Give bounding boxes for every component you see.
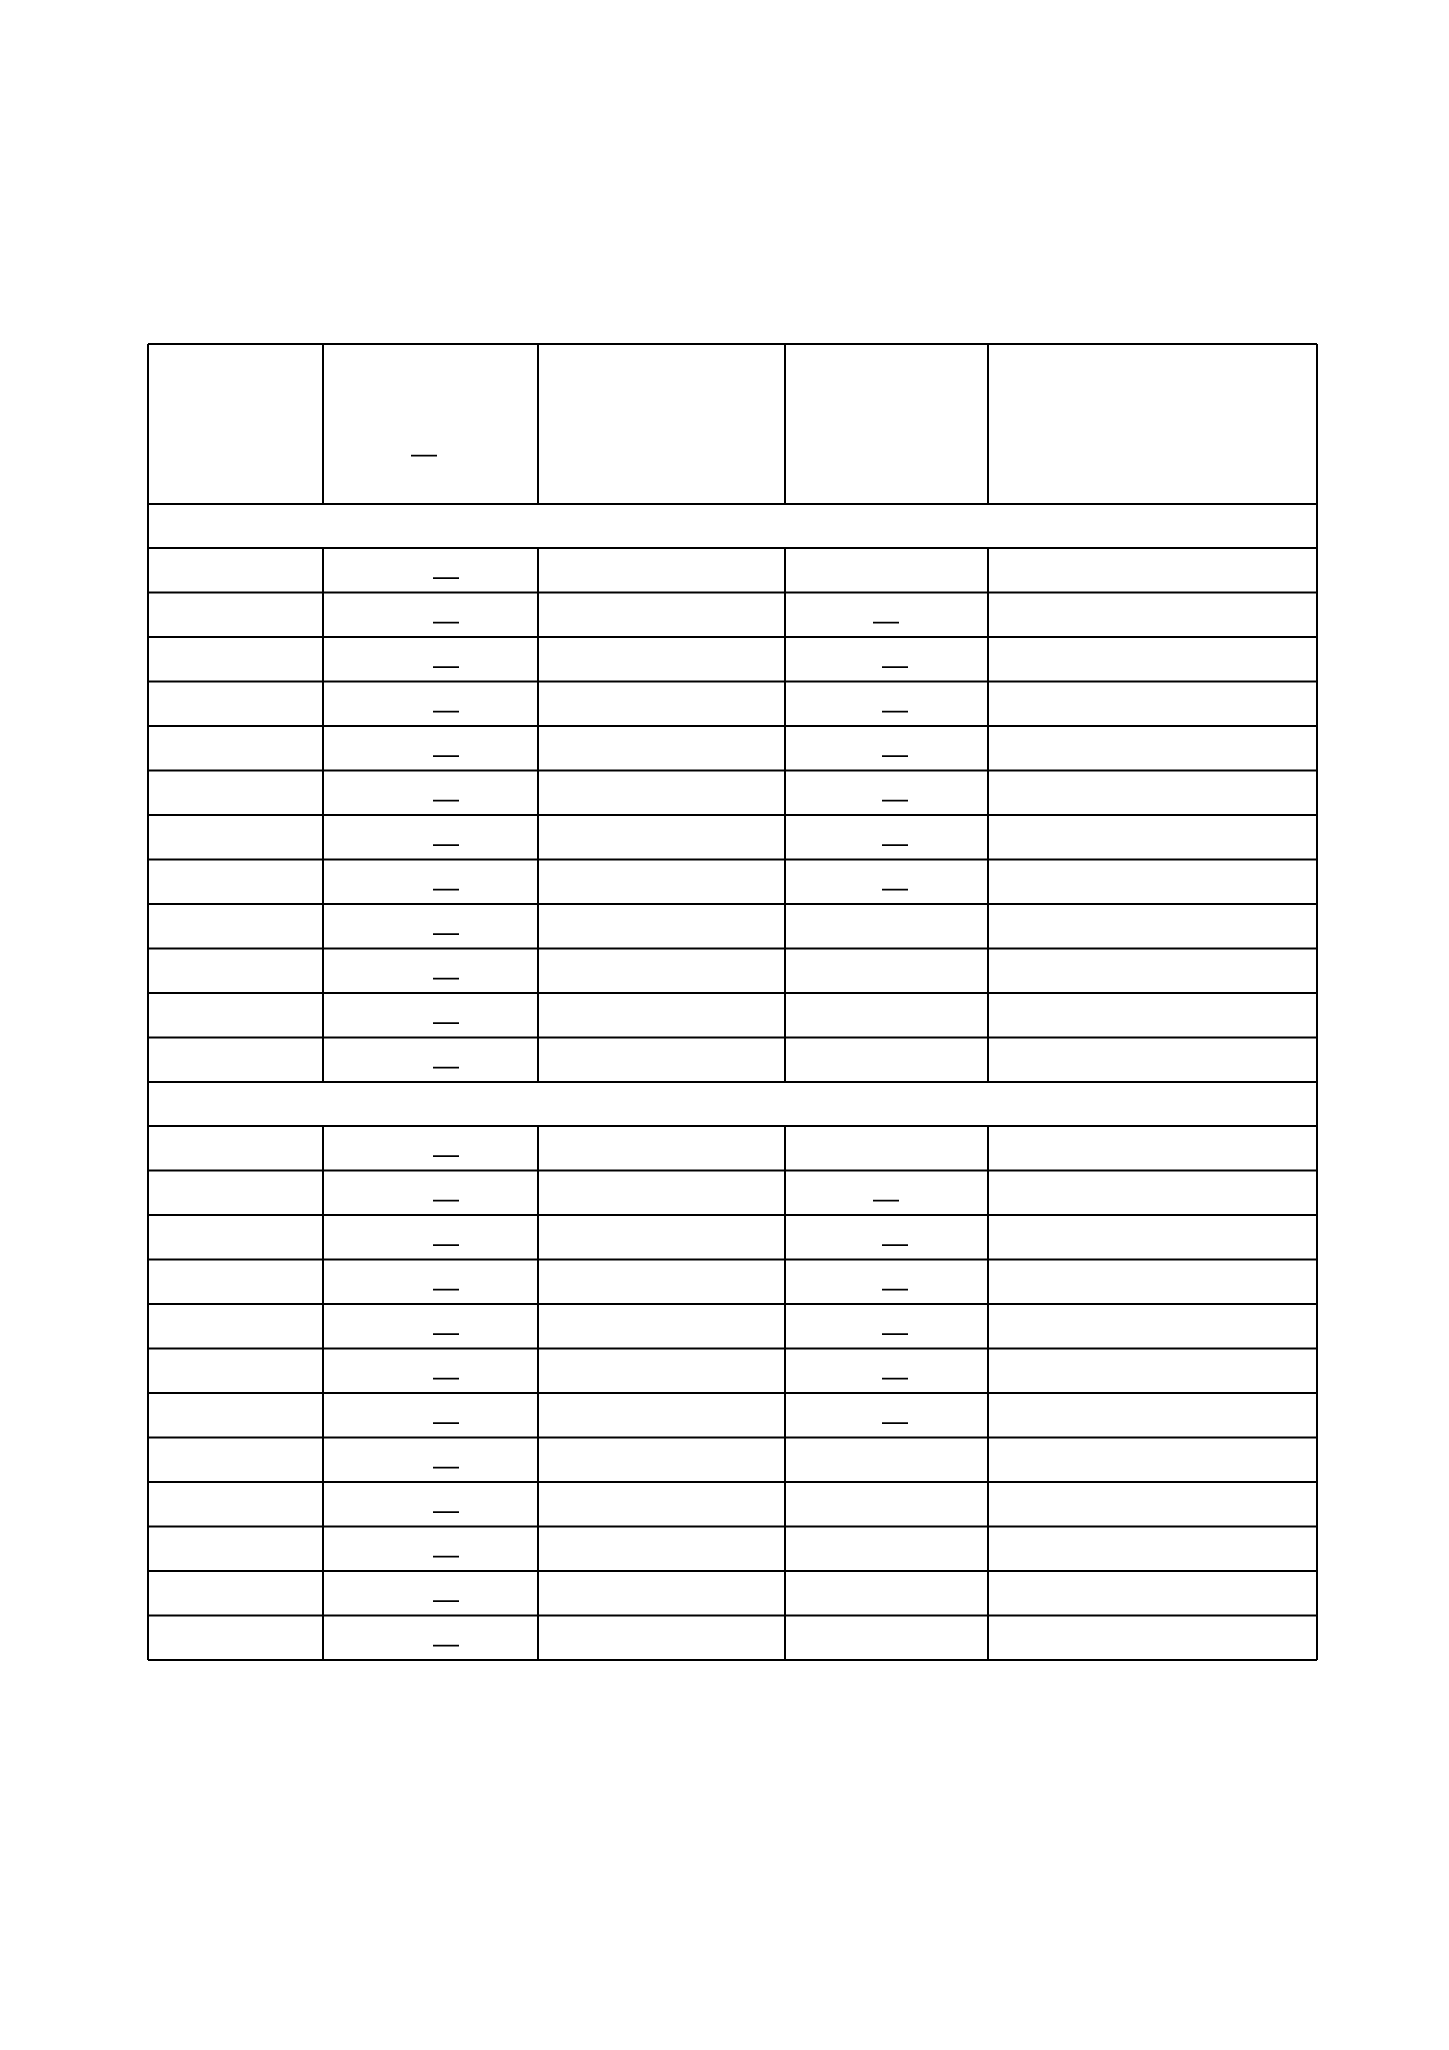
table-cell: — [433,1272,459,1302]
table-cell: — [882,1405,908,1436]
table-cell: — [882,649,908,680]
table-cell: — [882,738,908,769]
table-cell: — [882,1227,908,1258]
table-cell: — [433,560,459,591]
table-cell: — [433,1450,459,1480]
table-cell: — [433,1628,459,1658]
table-cell: — [433,783,459,813]
table-cell: — [882,694,908,724]
table-cell: — [433,738,459,769]
table-cell: — [433,961,459,991]
table-cell: — [433,1138,459,1169]
table-cell: — [433,1183,459,1213]
table-cell: — [433,1227,459,1258]
table-cell: — [433,1494,459,1525]
table-cell: — [433,1361,459,1391]
table-cell: — [882,872,908,902]
table-cell: — [433,1583,459,1614]
table-cell: — [882,1272,908,1302]
table-cell: — [433,1405,459,1436]
table-cell: — [433,916,459,947]
table-cell: — [433,1539,459,1569]
table-cell: — [433,1316,459,1347]
table-cell: — [882,783,908,813]
table-cell: — [433,605,459,635]
table-cell: — [433,1005,459,1036]
table-cell: — [873,605,899,635]
table-cell: — [433,1050,459,1080]
table-cell: — [882,827,908,858]
table-cell: — [882,1361,908,1391]
table-cell: — [873,1183,899,1213]
header-cell: — [411,438,437,468]
table-cell: — [433,694,459,724]
table-cell: — [433,649,459,680]
table-cell: — [433,872,459,902]
table-cell: — [882,1316,908,1347]
table-cell: — [433,827,459,858]
